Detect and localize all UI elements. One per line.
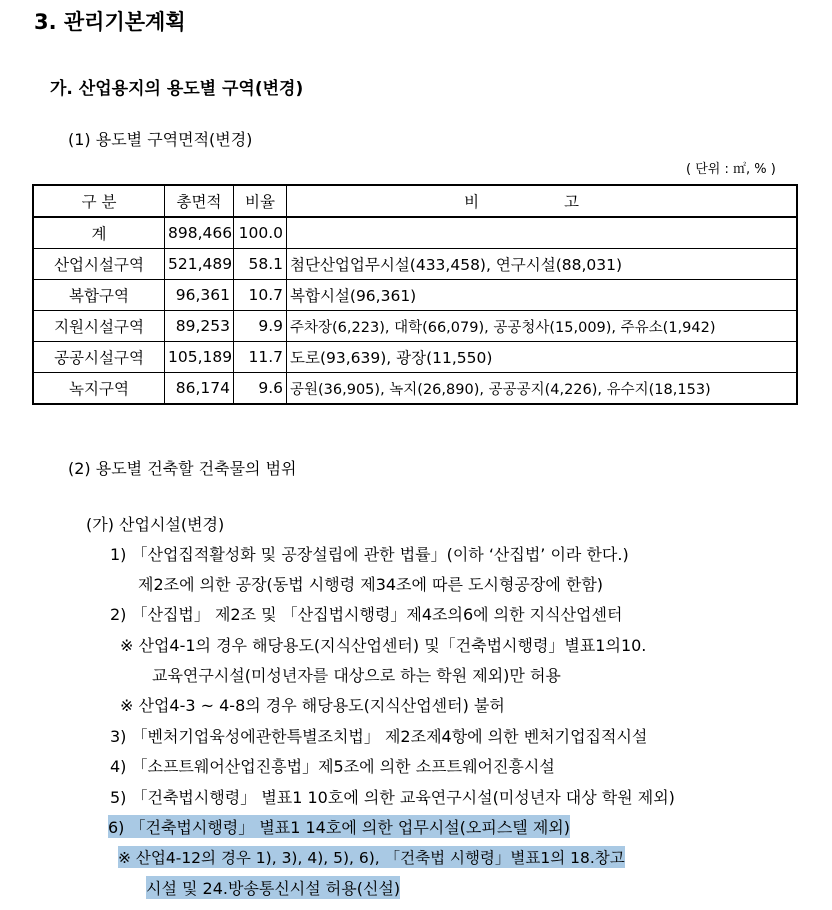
list-item: 2) 「산집법」 제2조 및 「산집법시행령」제4조의6에 의한 지식산업센터 <box>110 605 623 624</box>
row-ratio: 11.7 <box>234 342 287 373</box>
row-category: 산업시설구역 <box>33 249 165 280</box>
row-ratio: 9.6 <box>234 373 287 405</box>
row-remarks: 도로(93,639), 광장(11,550) <box>287 342 798 373</box>
header-category: 구 분 <box>33 185 165 217</box>
row-ratio: 58.1 <box>234 249 287 280</box>
row-remarks: 공원(36,905), 녹지(26,890), 공공공지(4,226), 유수지(18,153) <box>287 373 798 405</box>
row-ratio: 100.0 <box>234 217 287 249</box>
list-item-highlighted: 6) 「건축법시행령」 별표1 14호에 의한 업무시설(오피스텔 제외) <box>108 815 570 838</box>
row-ratio: 10.7 <box>234 280 287 311</box>
row-ratio: 9.9 <box>234 311 287 342</box>
list-item: 3) 「벤처기업육성에관한특별조치법」 제2조제4항에 의한 벤처기업집적시설 <box>110 727 648 746</box>
row-category: 계 <box>33 217 165 249</box>
note-item: ※ 산업4-1의 경우 해당용도(지식산업센터) 및「건축법시행령」별표1의10. <box>120 636 647 655</box>
row-category: 지원시설구역 <box>33 311 165 342</box>
row-area: 86,174 <box>165 373 234 405</box>
row-category: 공공시설구역 <box>33 342 165 373</box>
section-title: 가. 산업용지의 용도별 구역(변경) <box>50 79 304 99</box>
table-header-row <box>33 185 797 217</box>
row-area: 898,466 <box>165 217 234 249</box>
list-item: 5) 「건축법시행령」 별표1 10호에 의한 교육연구시설(미성년자 대상 학원 제외) <box>110 788 675 807</box>
table-row <box>33 217 797 249</box>
unit-label: ( 단위 : ㎡, % ) <box>686 162 776 177</box>
note-item-highlighted: ※ 산업4-12의 경우 1), 3), 4), 5), 6), 「건축법 시행령」별표1의 18.창고 <box>118 846 625 868</box>
subsection-heading-area: (1) 용도별 구역면적(변경) <box>68 130 253 149</box>
zone-area-table <box>32 184 798 405</box>
list-item: 4) 「소프트웨어산업진흥법」제5조에 의한 소프트웨어진흥시설 <box>110 757 555 776</box>
list-item-continuation: 제2조에 의한 공장(동법 시행령 제34조에 따른 도시형공장에 한함) <box>138 575 604 594</box>
row-remarks: 주차장(6,223), 대학(66,079), 공공청사(15,009), 주유소(1,942) <box>287 311 798 342</box>
row-remarks: 첨단산업업무시설(433,458), 연구시설(88,031) <box>287 249 798 280</box>
sub-heading-industrial: (가) 산업시설(변경) <box>86 515 225 534</box>
table-row <box>33 249 797 280</box>
header-remarks: 비 고 <box>287 185 798 217</box>
row-area: 89,253 <box>165 311 234 342</box>
note-continuation-highlighted: 시설 및 24.방송통신시설 허용(신설) <box>146 876 400 899</box>
note-item: ※ 산업4-3 ~ 4-8의 경우 해당용도(지식산업센터) 불허 <box>120 696 505 715</box>
table-row <box>33 373 797 405</box>
header-total-area: 총면적 <box>165 185 234 217</box>
table-row <box>33 311 797 342</box>
table-row <box>33 280 797 311</box>
header-ratio: 비율 <box>234 185 287 217</box>
row-remarks <box>287 217 798 249</box>
row-category: 녹지구역 <box>33 373 165 405</box>
row-area: 96,361 <box>165 280 234 311</box>
row-remarks: 복합시설(96,361) <box>287 280 798 311</box>
row-category: 복합구역 <box>33 280 165 311</box>
table-row <box>33 342 797 373</box>
row-area: 105,189 <box>165 342 234 373</box>
list-item: 1) 「산업집적활성화 및 공장설립에 관한 법률」(이하 ‘산집법’ 이라 한다.) <box>110 545 629 564</box>
page-title: 3. 관리기본계획 <box>34 10 186 34</box>
subsection-heading-buildings: (2) 용도별 건축할 건축물의 범위 <box>68 459 297 478</box>
note-continuation: 교육연구시설(미성년자를 대상으로 하는 학원 제외)만 허용 <box>152 666 561 685</box>
row-area: 521,489 <box>165 249 234 280</box>
